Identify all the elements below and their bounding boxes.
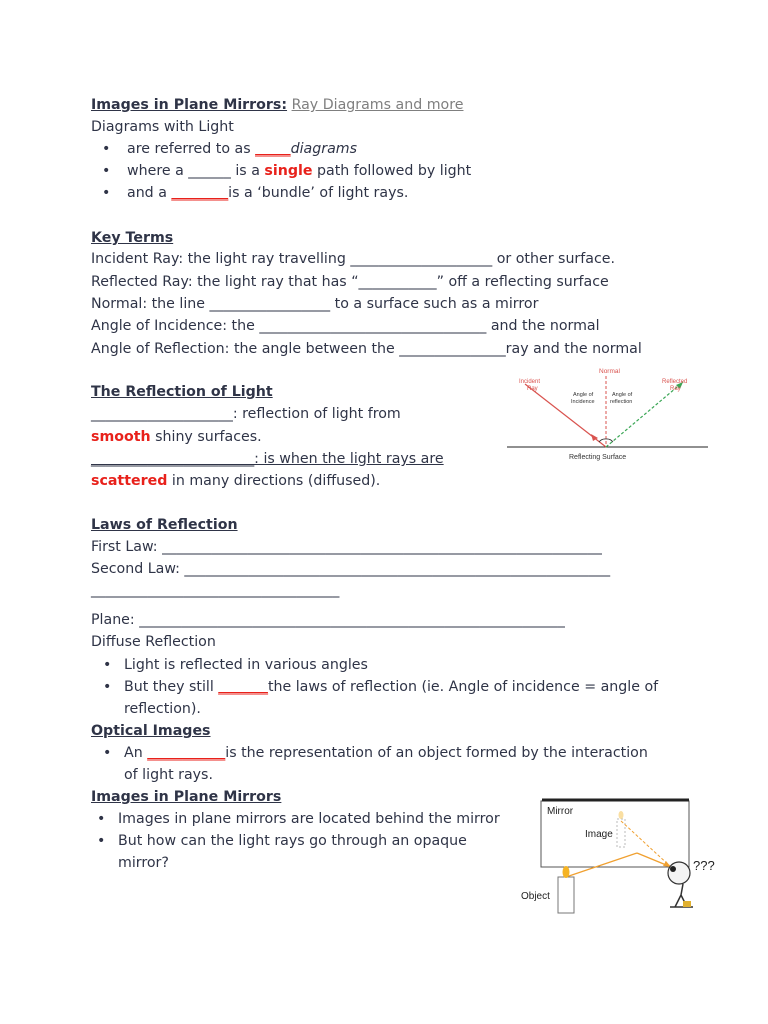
label-mirror: Mirror [547, 806, 574, 817]
angle-arc-reflection [606, 439, 613, 442]
bullet-dot: • [103, 679, 112, 695]
diffuse-bullet-2-continued: reflection). [124, 701, 201, 717]
smooth-line: smooth shiny surfaces. [91, 429, 262, 445]
blank: _____ [255, 141, 291, 157]
optical-bullet-continued: of light rays. [124, 767, 213, 783]
diffuse-bullet-2: But they still _______the laws of reflection (ie. Angle of incidence = angle of [124, 679, 659, 695]
diagrams-bullet-3: and a ________is a ‘bundle’ of light rays. [127, 185, 409, 201]
diffuse-line: _______________________: is when the light rays are [91, 451, 444, 467]
diagrams-bullet-2: where a ______ is a single path followed by light [127, 163, 472, 179]
plane-mirrors-bullet-1: Images in plane mirrors are located behind the mirror [118, 811, 500, 827]
emphasis-scattered: scattered [91, 473, 168, 489]
title-sub: Ray Diagrams and more [291, 97, 464, 113]
object-candle [558, 877, 574, 913]
bullet-dot: • [102, 163, 111, 179]
label-incident-ray: Ray [527, 386, 538, 392]
page-title [91, 95, 463, 115]
angle-arc-incidence [599, 439, 606, 442]
first-law: First Law: ______________________________________________________________ [91, 539, 602, 555]
diffuse-heading: Diffuse Reflection [91, 634, 216, 650]
reflection-diagram [505, 366, 710, 466]
blank: ________ [171, 185, 229, 201]
bullet-dot: • [97, 833, 106, 849]
label-angle-incidence-2: Incidence [571, 399, 595, 405]
observer-eye-icon [668, 862, 690, 884]
label-question: ??? [693, 858, 715, 873]
bullet-dot: • [102, 185, 111, 201]
key-term-reflected: Reflected Ray: the light ray that has “___________” off a reflecting surface [91, 274, 609, 290]
label-reflecting-surface: Reflecting Surface [569, 454, 627, 461]
second-law-continued: ___________________________________ [91, 582, 340, 598]
diffuse-bullet-1: Light is reflected in various angles [124, 657, 368, 673]
label-reflected-ray: Ray [670, 386, 681, 392]
plane-line: Plane: ____________________________________________________________ [91, 612, 565, 628]
plane-mirrors-bullet-2: But how can the light rays go through an opaque [118, 833, 467, 849]
specular-line: ____________________: reflection of light from [91, 406, 401, 422]
optical-bullet: An ___________is the representation of an object formed by the interaction [124, 745, 648, 761]
label-incident: Incident [519, 379, 541, 385]
flame-icon [563, 866, 570, 878]
plane-mirror-diagram [515, 795, 725, 920]
label-angle-reflection: Angle of [612, 392, 633, 398]
plane-mirrors-heading: Images in Plane Mirrors [91, 789, 282, 805]
key-term-normal: Normal: the line _________________ to a surface such as a mirror [91, 296, 539, 312]
reflection-heading: The Reflection of Light [91, 384, 273, 400]
laws-heading: Laws of Reflection [91, 517, 238, 533]
observer-pupil-icon [670, 866, 676, 872]
bullet-dot: • [97, 811, 106, 827]
key-term-angle-incidence: Angle of Incidence: the ________________________________ and the normal [91, 318, 600, 334]
bullet-dot: • [103, 657, 112, 673]
title-main: Images in Plane Mirrors: [91, 97, 288, 113]
label-normal: Normal [599, 368, 620, 375]
observer-foot-icon [683, 901, 691, 907]
label-object: Object [521, 891, 550, 902]
plane-mirrors-bullet-2-continued: mirror? [118, 855, 169, 871]
second-law: Second Law: ____________________________________________________________ [91, 561, 611, 577]
bullet-dot: • [102, 141, 111, 157]
bullet-dot: • [103, 745, 112, 761]
diagrams-bullet-1: are referred to as _____diagrams [127, 141, 357, 157]
virtual-flame-icon [619, 811, 624, 819]
label-reflected: Reflected [662, 379, 688, 385]
emphasis-smooth: smooth [91, 429, 151, 445]
label-angle-reflection-2: reflection [610, 399, 633, 405]
optical-heading: Optical Images [91, 723, 211, 739]
emphasis-single: single [264, 163, 313, 179]
key-term-angle-reflection: Angle of Reflection: the angle between the _______________ray and the normal [91, 341, 642, 357]
blank: ___________ [147, 745, 226, 761]
scattered-line: scattered in many directions (diffused). [91, 473, 381, 489]
key-term-incident: Incident Ray: the light ray travelling ____________________ or other surface. [91, 251, 615, 267]
label-image: Image [585, 829, 613, 840]
diagrams-heading: Diagrams with Light [91, 119, 234, 135]
blank: _______ [218, 679, 268, 695]
key-terms-heading: Key Terms [91, 230, 174, 246]
label-angle-incidence: Angle of [573, 392, 594, 398]
